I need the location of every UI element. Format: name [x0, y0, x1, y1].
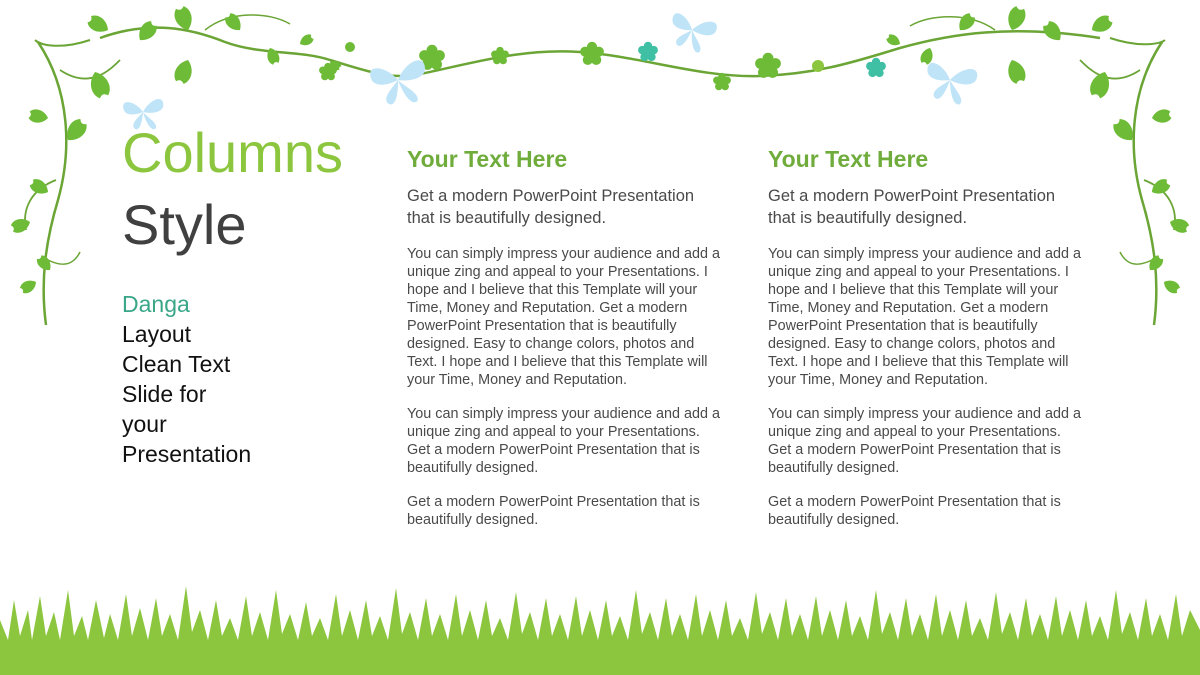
subtitle-line: Presentation	[122, 441, 252, 467]
column-paragraph: Get a modern PowerPoint Presentation that is beautifully designed.	[407, 494, 700, 528]
column-paragraph: You can simply impress your audience and add a unique zing and appeal to your Presentations. Get a modern PowerPoint Presentation that is beautifully designed.	[407, 406, 721, 476]
column-paragraph: Get a modern PowerPoint Presentation that is beautifully designed.	[768, 494, 1061, 528]
column-lead: Get a modern PowerPoint Presentation that is beautifully designed.	[407, 187, 695, 227]
column-paragraph: You can simply impress your audience and add a unique zing and appeal to your Presentations. I hope and I believe that this Template will your Time, Money and Reputation. Get a modern PowerPoint Presentation that is beautifully designed. Easy to change colors, photos and Text. I hope and I believe that this Template will your Time, Money and Reputation.	[407, 246, 721, 388]
text-column-1	[407, 143, 722, 529]
subtitle-list	[122, 289, 251, 469]
subtitle-line: your	[122, 411, 167, 437]
column-paragraph: You can simply impress your audience and add a unique zing and appeal to your Presentations. I hope and I believe that this Template will your Time, Money and Reputation. Get a modern PowerPoint Presentation that is beautifully designed. Easy to change colors, photos and Text. I hope and I believe that this Template will your Time, Money and Reputation.	[768, 246, 1082, 388]
subtitle-line: Danga	[122, 291, 190, 317]
subtitle-line: Clean Text	[122, 351, 231, 377]
flower-icon	[319, 42, 886, 90]
column-heading: Your Text Here	[407, 146, 568, 172]
vine-garland	[35, 15, 1165, 76]
column-lead: Get a modern PowerPoint Presentation that is beautifully designed.	[768, 187, 1056, 227]
column-heading: Your Text Here	[768, 146, 929, 172]
column-paragraph: You can simply impress your audience and add a unique zing and appeal to your Presentations. Get a modern PowerPoint Presentation that is beautifully designed.	[768, 406, 1082, 476]
text-column-2	[768, 143, 1083, 529]
title-line-2: Style	[122, 193, 247, 256]
grass-decoration	[0, 586, 1200, 675]
subtitle-line: Layout	[122, 321, 192, 347]
butterfly-icon	[123, 12, 979, 132]
title-line-1: Columns	[122, 121, 343, 184]
subtitle-line: Slide for	[122, 381, 207, 407]
